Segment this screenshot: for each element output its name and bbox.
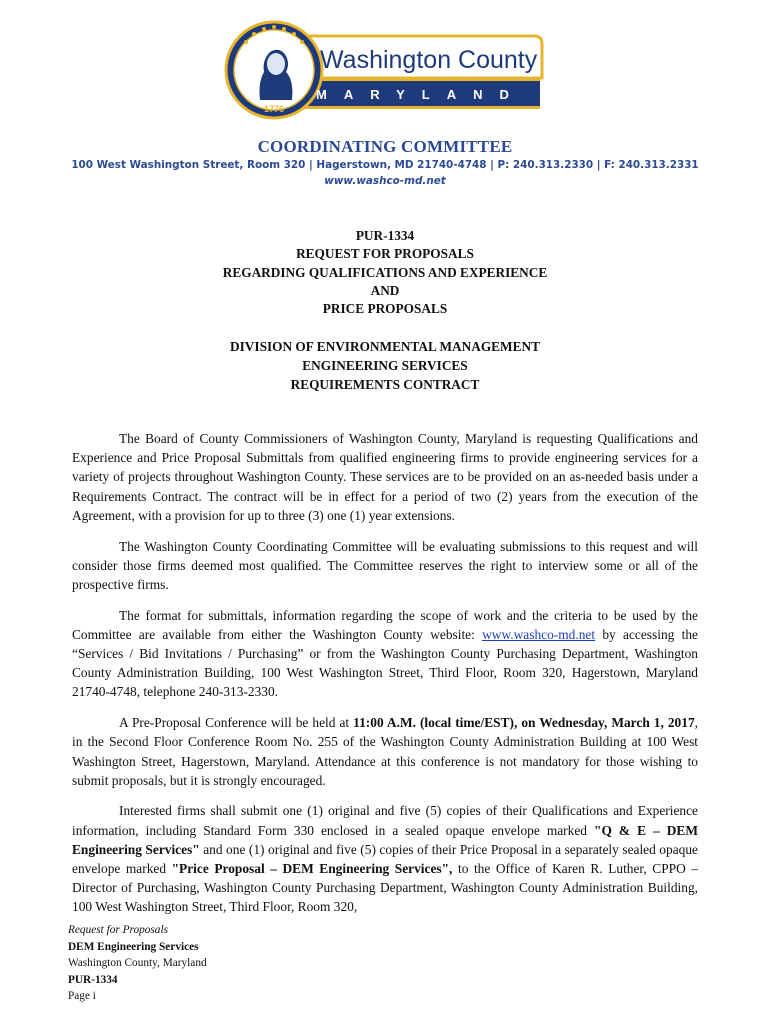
paragraph-3-text-cont: by accessing the “Services / Bid Invitations / Purchasing” or from the Washington County Purchasing Department, Washington County Administration Building, 100 West Washington Street, Third Floor, Room 320, Hagerstown, Maryland 21740-4748, telephone 240-313-2330. bbox=[72, 626, 698, 700]
rfp-number: PUR-1334 bbox=[355, 228, 415, 243]
division-line-1: DIVISION OF ENVIRONMENTAL MANAGEMENT bbox=[230, 339, 540, 354]
footer-line-2: DEM Engineering Services bbox=[68, 940, 199, 953]
document-body bbox=[72, 429, 698, 928]
paragraph-5-text-cont: and one (1) original and five (5) copies of their Price Proposal in a separately sealed opaque envelope marked bbox=[72, 841, 698, 877]
qe-envelope-label: "Q & E – DEM Engineering Services" bbox=[72, 822, 699, 857]
logo-county-name: Washington County bbox=[320, 46, 538, 74]
logo-year: 1776 bbox=[264, 104, 285, 114]
division-line-2: ENGINEERING SERVICES bbox=[302, 358, 468, 373]
price-envelope-label: "Price Proposal – DEM Engineering Services", bbox=[171, 861, 453, 877]
paragraph-3-text: The format for submittals, information regarding the scope of work and the criteria to be used by the Committee are available from either the Washington County website: bbox=[72, 607, 698, 642]
logo-state: MARYLAND bbox=[316, 87, 526, 102]
footer-page-number: Page i bbox=[68, 990, 96, 1003]
paragraph-5 bbox=[72, 801, 698, 916]
title-line-4: PRICE PROPOSALS bbox=[322, 301, 448, 317]
paragraph-3 bbox=[72, 606, 698, 702]
title-line-3: AND bbox=[370, 282, 400, 298]
title-block bbox=[0, 227, 770, 318]
paragraph-4-text: A Pre-Proposal Conference will be held at bbox=[119, 715, 354, 731]
conference-datetime: 11:00 A.M. (local time/EST), on Wednesday, March 1, 2017 bbox=[353, 715, 695, 731]
washington-county-logo bbox=[224, 20, 544, 120]
division-block bbox=[0, 337, 770, 394]
paragraph-5-text-end: to the Office of Karen R. Luther, CPPO – Director of Purchasing, Washington County Purchasing Department, Washington County Administration Building, 100 West Washington Street, Third Floor, Room 320, bbox=[72, 861, 699, 915]
committee-website[interactable]: www.washco-md.net bbox=[324, 175, 446, 187]
page-footer bbox=[68, 922, 207, 1005]
title-line-2: REGARDING QUALIFICATIONS AND EXPERIENCE bbox=[222, 264, 548, 280]
paragraph-4-text-cont: , in the Second Floor Conference Room No. 255 of the Washington County Administration Building at 100 West Washington Street, Hagerstown, Maryland. Attendance at this conference is not mandatory for those wishing to submit proposals, but it is strongly encouraged. bbox=[72, 715, 698, 788]
footer-line-3: Washington County, Maryland bbox=[68, 957, 207, 970]
footer-line-1: Request for Proposals bbox=[68, 924, 168, 936]
paragraph-5-text: Interested firms shall submit one (1) original and five (5) copies of their Qualifications and Experience information, including Standard Form 330 enclosed in a sealed opaque envelope marked bbox=[72, 803, 698, 838]
title-line-1: REQUEST FOR PROPOSALS bbox=[296, 246, 474, 262]
paragraph-4 bbox=[72, 713, 698, 790]
footer-line-4: PUR-1334 bbox=[68, 973, 118, 986]
committee-heading: COORDINATING COMMITTEE bbox=[257, 137, 513, 156]
paragraph-1: The Board of County Commissioners of Washington County, Maryland is requesting Qualifications and Experience and Price Proposal Submittals from qualified engineering firms to provide engineering services for a variety of projects throughout Washington County. These services are to be provided on an as-needed basis under a Requirements Contract. The contract will be in effect for a period of two (2) years from the execution of the Agreement, with a provision for up to three (3) one (1) year extensions. bbox=[72, 431, 698, 523]
website-link[interactable]: www.washco-md.net bbox=[482, 626, 596, 642]
paragraph-2: The Washington County Coordinating Committee will be evaluating submissions to this request and will consider those firms deemed most qualified. The Committee reserves the right to interview some or all of the prospective firms. bbox=[72, 538, 698, 592]
committee-address: 100 West Washington Street, Room 320 | Hagerstown, MD 21740-4748 | P: 240.313.2330 | F: 240.313.2331 bbox=[71, 159, 699, 171]
division-line-3: REQUIREMENTS CONTRACT bbox=[290, 377, 480, 392]
